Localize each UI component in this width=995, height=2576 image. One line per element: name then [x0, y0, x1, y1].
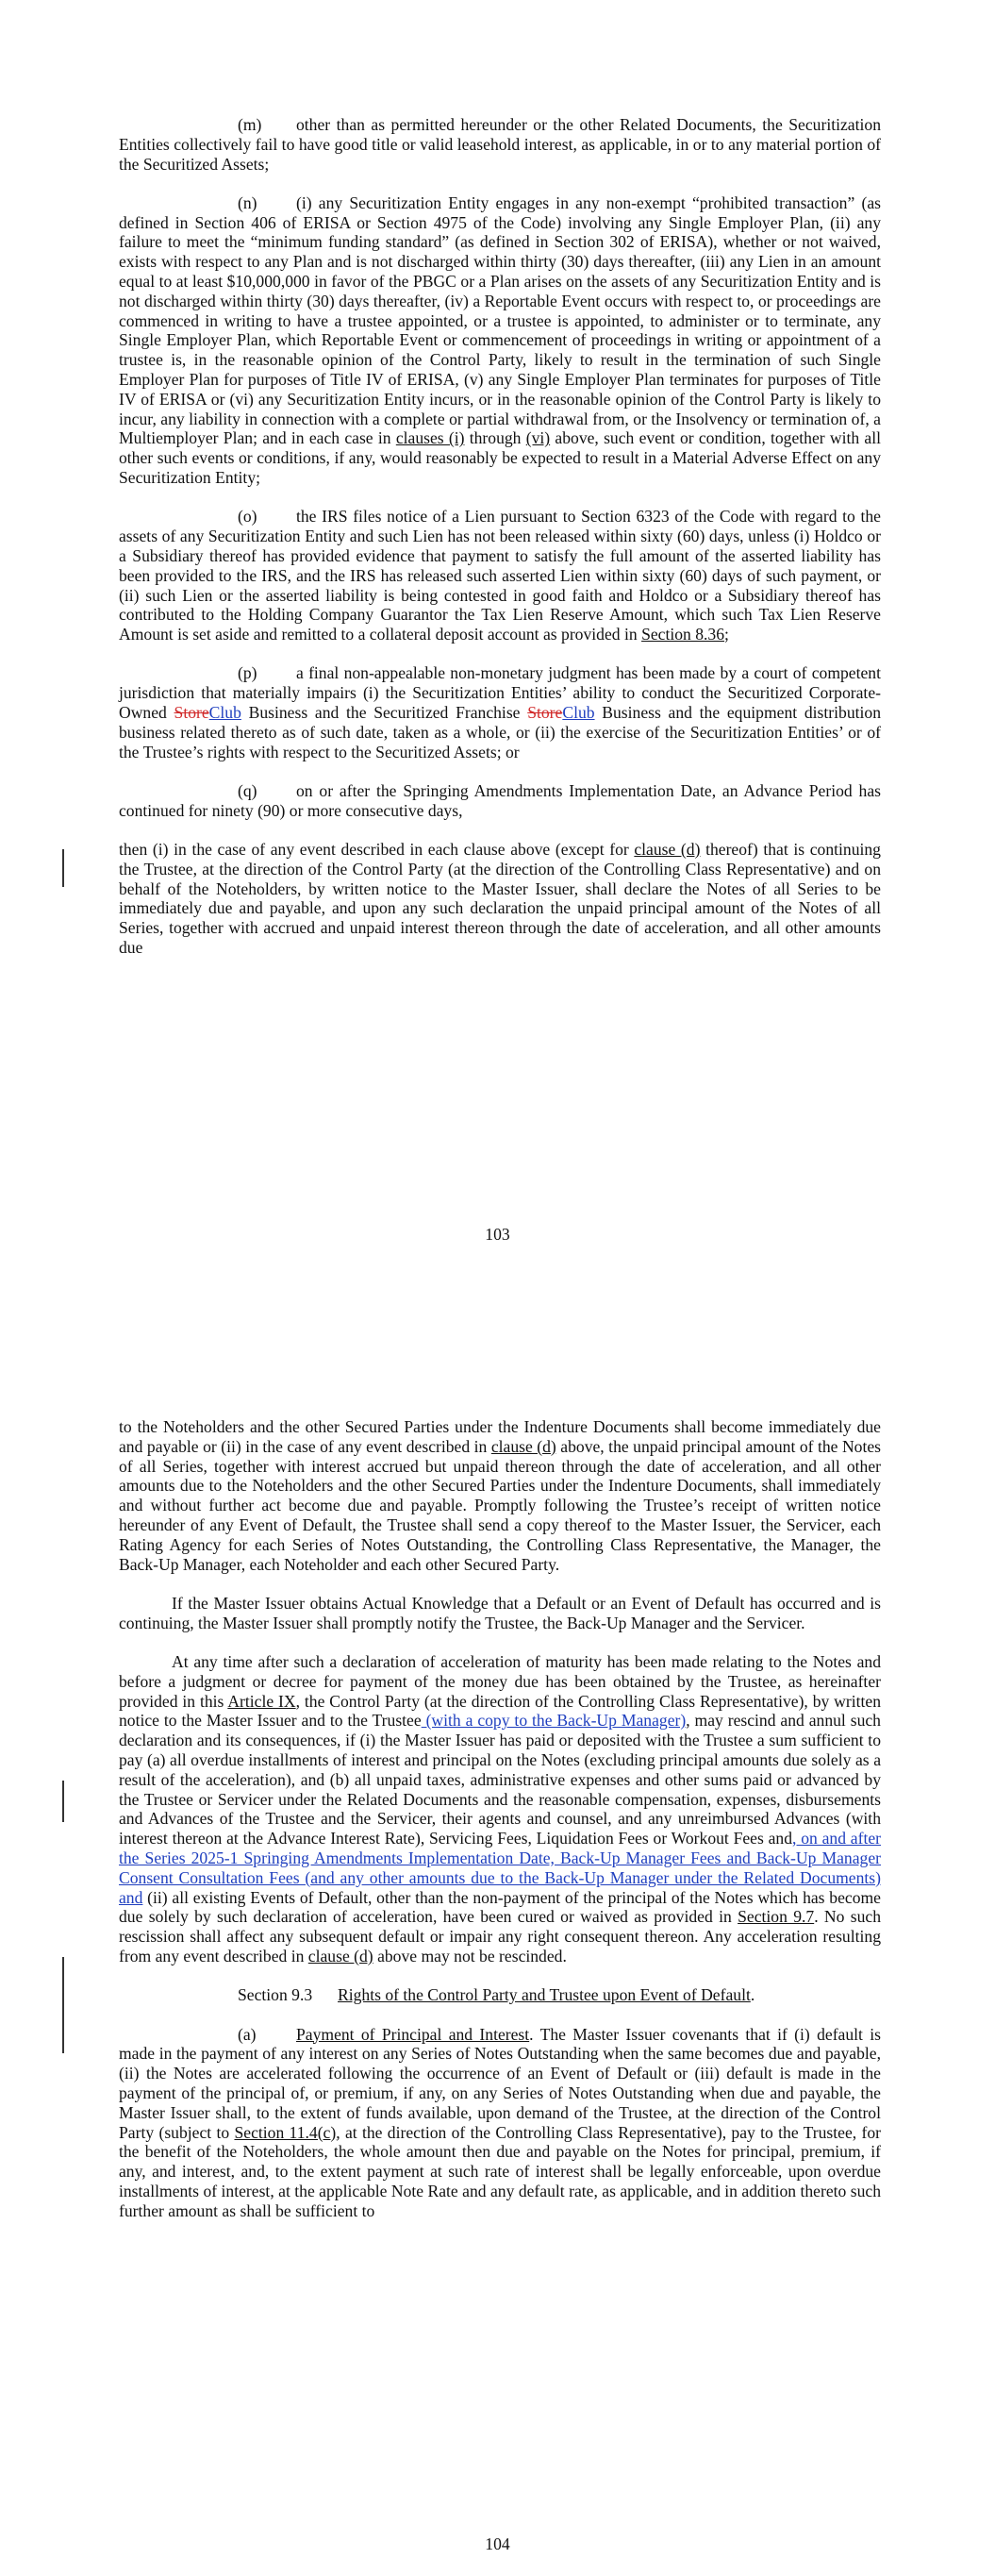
section-heading: Section 9.3 Rights of the Control Party and Trustee upon Event of Default.: [238, 1985, 755, 2005]
clause-q: (q) on or after the Springing Amendments Implementation Date, an Advance Period has continued for ninety (90) or more consecutive days,: [119, 780, 881, 820]
acceleration-continued: to the Noteholders and the other Secured Parties under the Indenture Documents shall become immediately due and payable or (ii) in the case of any event described in clause (d) above, the unpaid principal amount of the Notes of all Series, together with interest accrued but unpaid thereon through the date of acceleration, and all other amounts due to the Noteholders and the other Secured Parties under the Indenture Documents, shall immediately and without further act become due and payable. Promptly following the Trustee’s receipt of written notice hereunder of any Event of Default, the Trustee shall send a copy thereof to the Master Issuer, the Servicer, each Rating Agency for each Series of Notes Outstanding, the Controlling Class Representative, the Manager, the Back-Up Manager, each Noteholder and each other Secured Party.: [119, 1417, 881, 1574]
clause-m: (m) other than as permitted hereunder or the other Related Documents, the Securitization Entities collectively fail to have good title or valid leasehold interest, as applicable, in or to any material portion of the Securitized Assets;: [119, 115, 881, 174]
cross-reference: clause (d): [307, 1946, 373, 1965]
cross-reference: Section 11.4(c): [234, 2122, 337, 2142]
clause-p: (p) a final non-appealable non-monetary judgment has been made by a court of competent jurisdiction that materially impairs (i) the Securitization Entities’ ability to conduct the Securitized Corporate-Owned StoreClub Business and the Securitized Franchise StoreClub Business and the equipment distribution business related thereto as of such date, taken as a whole, or (ii) the exercise of the Securitization Entities’ or of the Trustee’s rights with respect to the Securitized Assets; or: [119, 663, 881, 761]
page-break: [0, 1297, 995, 1354]
deleted-text: Store: [174, 703, 209, 723]
acceleration-paragraph: then (i) in the case of any event described in each clause above (except for clause (d) thereof) that is continuing the Trustee, at the direction of the Control Party (at the direction of the Controlling Class Representative) and on behalf of the Noteholders, by written notice to the Master Issuer, shall declare the Notes of all Series to be immediately due and payable, and upon any such declaration the unpaid principal amount of the Notes of all Series, together with accrued and unpaid interest thereon through the date of acceleration, and all other amounts due: [119, 840, 881, 957]
change-bar: [62, 1957, 64, 2053]
clause-o: (o) the IRS files notice of a Lien pursuant to Section 6323 of the Code with regard to the assets of any Securitization Entity and such Lien has not been released within sixty (60) days, unless (i) Holdco or a Subsidiary thereof has provided evidence that payment to satisfy the full amount of the asserted liability has been provided to the IRS, and the IRS has released such asserted Lien within sixty (60) days of such payment, or (ii) such Lien or the asserted liability is being contested in good faith and Holdco or a Subsidiary thereof has contributed to the Holding Company Guarantor the Tax Lien Reserve Amount, which such Tax Lien Reserve Amount is set aside and remitted to a collateral deposit account as provided in Section 8.36;: [119, 507, 881, 644]
inserted-text: Club: [562, 703, 595, 723]
notice-paragraph: If the Master Issuer obtains Actual Knowledge that a Default or an Event of Default has occurred and is continuing, the Master Issuer shall promptly notify the Trustee, the Back-Up Manager and the Servicer.: [119, 1593, 881, 1632]
cross-reference: clause (d): [634, 840, 701, 859]
clause-number: (o): [238, 507, 257, 527]
cross-reference: Article IX: [227, 1691, 296, 1711]
clause-number: (p): [238, 663, 257, 683]
clause-number: (n): [238, 192, 257, 212]
deleted-text: Store: [527, 703, 563, 723]
cross-reference: clauses (i): [395, 428, 465, 448]
clause-title: Payment of Principal and Interest: [296, 2024, 530, 2044]
change-bar: [62, 1781, 64, 1822]
cross-reference: clause (d): [490, 1436, 556, 1456]
rescission-paragraph: At any time after such a declaration of acceleration of maturity has been made relating to the Notes and before a judgment or decree for payment of the money due has been obtained by the Trustee, as hereinafter provided in this Article IX, the Control Party (at the direction of the Controlling Class Representative), by written notice to the Master Issuer and to the Trustee (with a copy to the Back-Up Manager), may rescind and annul such declaration and its consequences, if (i) the Master Issuer has paid or deposited with the Trustee a sum sufficient to pay (a) all overdue installments of interest and principal on the Notes (excluding principal amounts due solely as a result of the acceleration), and (b) all unpaid taxes, administrative expenses and other sums paid or advanced by the Trustee or Servicer under the Related Documents and the reasonable compensation, expenses, disbursements and Advances of the Trustee and the Servicer, their agents and counsel, and any unreimbursed Advances (with interest thereon at the Advance Interest Rate), Servicing Fees, Liquidation Fees or Workout Fees and, on and after the Series 2025-1 Springing Amendments Implementation Date, Back-Up Manager Fees and Back-Up Manager Consent Consultation Fees (and any other amounts due to the Back-Up Manager under the Related Documents) and (ii) all existing Events of Default, other than the non-payment of the principal of the Notes which has become due solely by such declaration of acceleration, have been cured or waived as provided in Section 9.7. No such rescission shall affect any subsequent default or impair any right consequent thereon. Any acceleration resulting from any event described in clause (d) above may not be rescinded.: [119, 1651, 882, 1965]
clause-a: (a) Payment of Principal and Interest. The Master Issuer covenants that if (i) default is made in the payment of any interest on any Series of Notes Outstanding when the same becomes due and payable, (ii) the Notes are accelerated following the occurrence of an Event of Default or (iii) default is made in the payment of the principal of, or premium, if any, on any Series of Notes Outstanding when due and payable, the Master Issuer shall, to the extent of funds available, upon demand of the Trustee, at the direction of the Control Party (subject to Section 11.4(c), at the direction of the Controlling Class Representative), pay to the Trustee, for the benefit of the Noteholders, the whole amount then due and payable on the Notes for principal, premium, if any, and interest, and, to the extent payment at such rate of interest shall be legally enforceable, upon overdue installments of interest, at the applicable Note Rate and any default rate, as applicable, and in addition thereto such further amount as shall be sufficient to: [119, 2024, 881, 2220]
page-number: 103: [485, 1225, 510, 1244]
page-104-body: [119, 1417, 881, 2240]
cross-reference: Section 9.7: [738, 1907, 815, 1927]
inserted-text: Club: [208, 703, 241, 723]
clause-number: (a): [238, 2024, 257, 2044]
inserted-text: (with a copy to the Back-Up Manager): [421, 1711, 687, 1731]
section-title: Rights of the Control Party and Trustee upon Event of Default: [338, 1985, 751, 2005]
clause-n: (n) (i) any Securitization Entity engages in any non-exempt “prohibited transaction” (as defined in Section 406 of ERISA or Section 4975 of the Code) involving any Single Employer Plan, (ii) any failure to meet the “minimum funding standard” (as defined in Section 302 of ERISA), whether or not waived, exists with respect to any Plan and is not discharged within thirty (30) days thereafter, (iii) any Lien in an amount equal to at least $10,000,000 in favor of the PBGC or a Plan arises on the assets of any Securitization Entity and is not discharged within thirty (30) days thereafter, (iv) a Reportable Event occurs with respect to, or proceedings are commenced in writing to have a trustee appointed, or a trustee is appointed, to administer or to terminate, any Single Employer Plan, which Reportable Event or commencement of proceedings in writing or appointment of a trustee is, in the reasonable opinion of the Control Party, likely to result in the termination of such Single Employer Plan for purposes of Title IV of ERISA, (v) any Single Employer Plan terminates for purposes of Title IV of ERISA or (vi) any Securitization Entity incurs, or in the reasonable opinion of the Control Party is likely to incur, any liability in connection with a complete or partial withdrawal from, or the Insolvency or termination of, a Multiemployer Plan; and in each case in clauses (i) through (vi) above, such event or condition, together with all other such events or conditions, if any, would reasonably be expected to result in a Material Adverse Effect on any Securitization Entity;: [119, 192, 882, 488]
cross-reference: (vi): [525, 428, 551, 448]
page-number: 104: [485, 2534, 510, 2553]
section-number: Section 9.3: [238, 1985, 313, 2005]
inserted-text: , on and after the Series 2025-1 Springing Amendments Implementation Date, Back-Up Manager Fees and Back-Up Manager Consent Consultation Fees (and any other amounts due to the Back-Up Manager under the Related Documents) and: [119, 1829, 881, 1907]
cross-reference: Section 8.36: [641, 625, 725, 644]
clause-number: (m): [238, 115, 262, 134]
clause-number: (q): [238, 780, 257, 800]
